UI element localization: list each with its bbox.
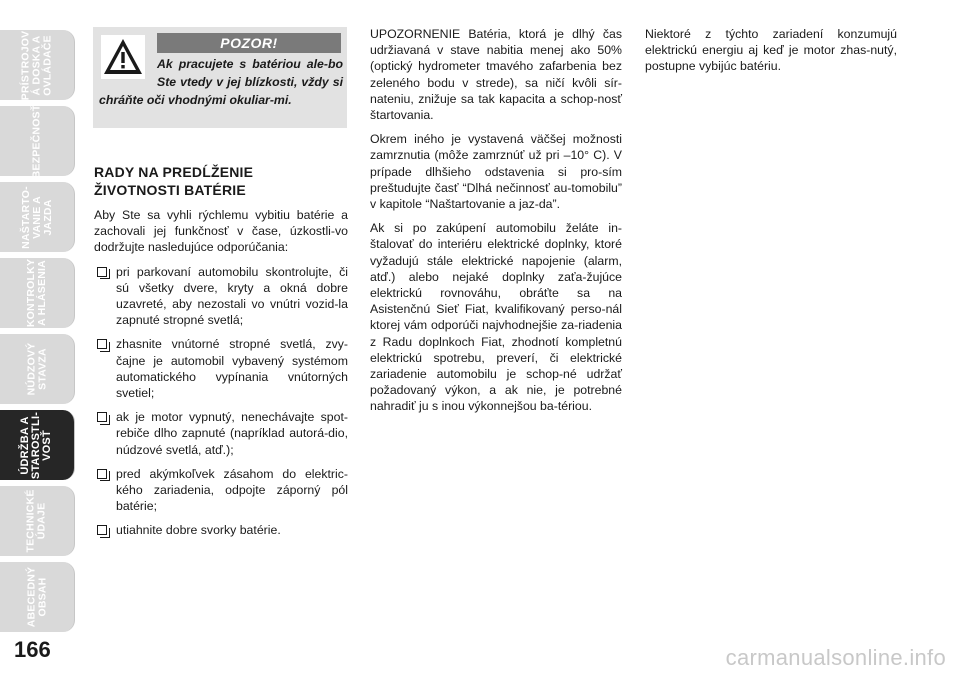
- paragraph-notice: UPOZORNENIE Batéria, ktorá je dlhý čas udržiavaná v stave nabitia menej ako 50% (optický hydrometer tmavého zafarbenia bez zeleného bodu v strede), sa ničí kvôli sír-nateniu, znižuje sa tak kapacita a schop-nosť štartovania.: [370, 27, 622, 123]
- tab-pristrojova-doska[interactable]: [0, 30, 75, 100]
- tab-abecedny-obsah[interactable]: [0, 562, 75, 632]
- paragraph-accessories: Ak si po zakúpení automobilu želáte in-štalovať do interiéru elektrické doplnky, ktoré vyžadujú stále elektrické napojenie (alarm, atď.) alebo nejaké doplnky zaťa-žujúce elektrickú rovnováhu, obráťte sa na Asistenčnú Sieť Fiat, kvalifikovaný perso-nál ktorej vám odporúči najvhodnejšie za-riadenia z Radu doplnkoch Fiat, zhodnotí kompletnú elektrickú spotrebu, preverí, či elektrické zariadenie automobilu je schop-né udržať požadovaný výkon, a ak nie, je potrebné nahradiť ju s inou výkonnejšou ba-tériou.: [370, 221, 622, 414]
- list-item: [94, 522, 348, 538]
- tab-label: TECHNICKÉ ÚDAJE: [25, 489, 48, 553]
- list-item-text: pred akýmkoľvek zásahom do elektric-kého zariadenia, odpojte záporný pól batérie;: [116, 466, 348, 514]
- tab-label: PRÍSTROJOV Á DOSKA A OVLÁDAČE: [19, 30, 54, 100]
- checkbox-bullet-icon: [97, 267, 107, 277]
- list-item-text: zhasnite vnútorné stropné svetlá, zvy-čajne je automobil vybavený systémom automatického vypínania vnútorných svetiel;: [116, 337, 348, 401]
- tab-label: NÚDZOVÝ STAVZA: [25, 342, 48, 396]
- page-number: 166: [14, 637, 51, 662]
- tab-label: KONTROLKY A HLÁSENIA: [24, 258, 48, 328]
- tab-label: ABECEDNÝ OBSAH: [25, 566, 48, 628]
- list-item: [94, 409, 348, 458]
- list-item: [94, 336, 348, 401]
- list-item-text: ak je motor vypnutý, nenechávajte spot-rebiče dlho zapnuté (napríklad autorá-dio, núdzové svetlá, atď.);: [116, 410, 348, 457]
- checkbox-bullet-icon: [97, 412, 107, 422]
- tab-label: ÚDRŽBA A STAROSTLI- VOSŤ: [19, 411, 54, 479]
- heading-line-1: RADY NA PREDĹŽENIE: [94, 164, 254, 180]
- checkbox-bullet-icon: [97, 469, 107, 479]
- paragraph-consumption: Niektoré z týchto zariadení konzumujú elektrickú energiu aj keď je motor zhas-nutý, postupne vybijúc batériu.: [645, 27, 897, 74]
- checkbox-bullet-icon: [97, 525, 107, 535]
- warning-text: [99, 55, 343, 109]
- warning-body: Ak pracujete s batériou ale-bo Ste vtedy v jej blízkosti, vždy si chráňte oči vhodnými okuliar-mi.: [99, 57, 343, 107]
- list-item-text: pri parkovaní automobilu skontrolujte, či sú všetky dvere, kryty a okná dobre uzavreté, aby nezostali vo vnútri vozid-la zapnuté stropné svetlá;: [116, 264, 348, 328]
- paragraph-freezing: Okrem iného je vystavená väčšej možnosti zamrznutia (môže zamrznúť už pri –10° C). V prípade dlhšieho odstavenia si pro-sím preštudujte časť “Dlhá nečinnosť au-tomobilu” v kapitole “Naštartovanie a jaz-da”.: [370, 132, 622, 212]
- heading-line-2: ŽIVOTNOSTI BATÉRIE: [94, 182, 246, 198]
- list-item-text: utiahnite dobre svorky batérie.: [116, 523, 281, 538]
- tab-udrzba[interactable]: [0, 410, 75, 480]
- checkbox-bullet-icon: [97, 339, 107, 349]
- tab-technicke-udaje[interactable]: [0, 486, 75, 556]
- list-item: [94, 466, 348, 515]
- tab-label: NAŠTARTO- VANIE A JAZDA: [19, 185, 54, 249]
- battery-tips-column: [94, 163, 348, 547]
- notice-column: [370, 26, 622, 423]
- tab-kontrolky[interactable]: [0, 258, 75, 328]
- watermark: carmanualsonline.info: [725, 645, 946, 670]
- warning-title: POZOR!: [157, 33, 341, 53]
- tips-list: [94, 264, 348, 539]
- consumption-column: [645, 26, 897, 83]
- tab-bezpecnost[interactable]: [0, 106, 75, 176]
- tab-label: BEZPEČNOSŤ: [30, 104, 43, 178]
- tab-nudzovy-stav[interactable]: [0, 334, 75, 404]
- warning-box: [93, 27, 347, 128]
- intro-paragraph: Aby Ste sa vyhli rýchlemu vybitiu batérie a zachovali jej funkčnosť v čase, úzkostli-vo dodržujte nasledujúce odporúčania:: [94, 208, 348, 255]
- list-item: [94, 264, 348, 329]
- section-heading: [94, 163, 348, 199]
- tab-nastartovanie[interactable]: [0, 182, 75, 252]
